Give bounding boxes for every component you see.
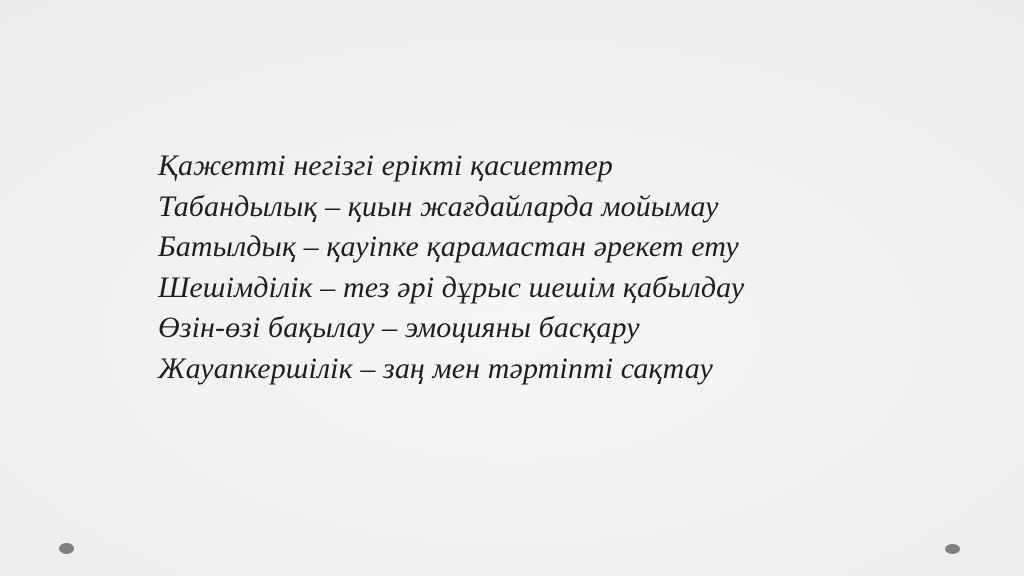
- slide-text-block: [158, 146, 898, 389]
- slide-text-line-5: Өзін-өзі бақылау – эмоцияны басқару: [158, 311, 640, 344]
- slide-text-line-6: Жауапкершілік – заң мен тәртіпті сақтау: [158, 351, 713, 385]
- slide-text-line-2: Табандылық – қиын жағдайларда мойымау: [158, 189, 719, 223]
- slide-text-line-1: Қажетті негізгі ерікті қасиеттер: [158, 149, 613, 182]
- slide-text-line-4: Шешімділік – тез әрі дұрыс шешім қабылдау: [158, 270, 745, 304]
- decorative-dot-left: [59, 543, 74, 554]
- decorative-dot-right: [945, 544, 960, 554]
- slide-text-line-3: Батылдық – қауіпке қарамастан әрекет ету: [158, 230, 739, 263]
